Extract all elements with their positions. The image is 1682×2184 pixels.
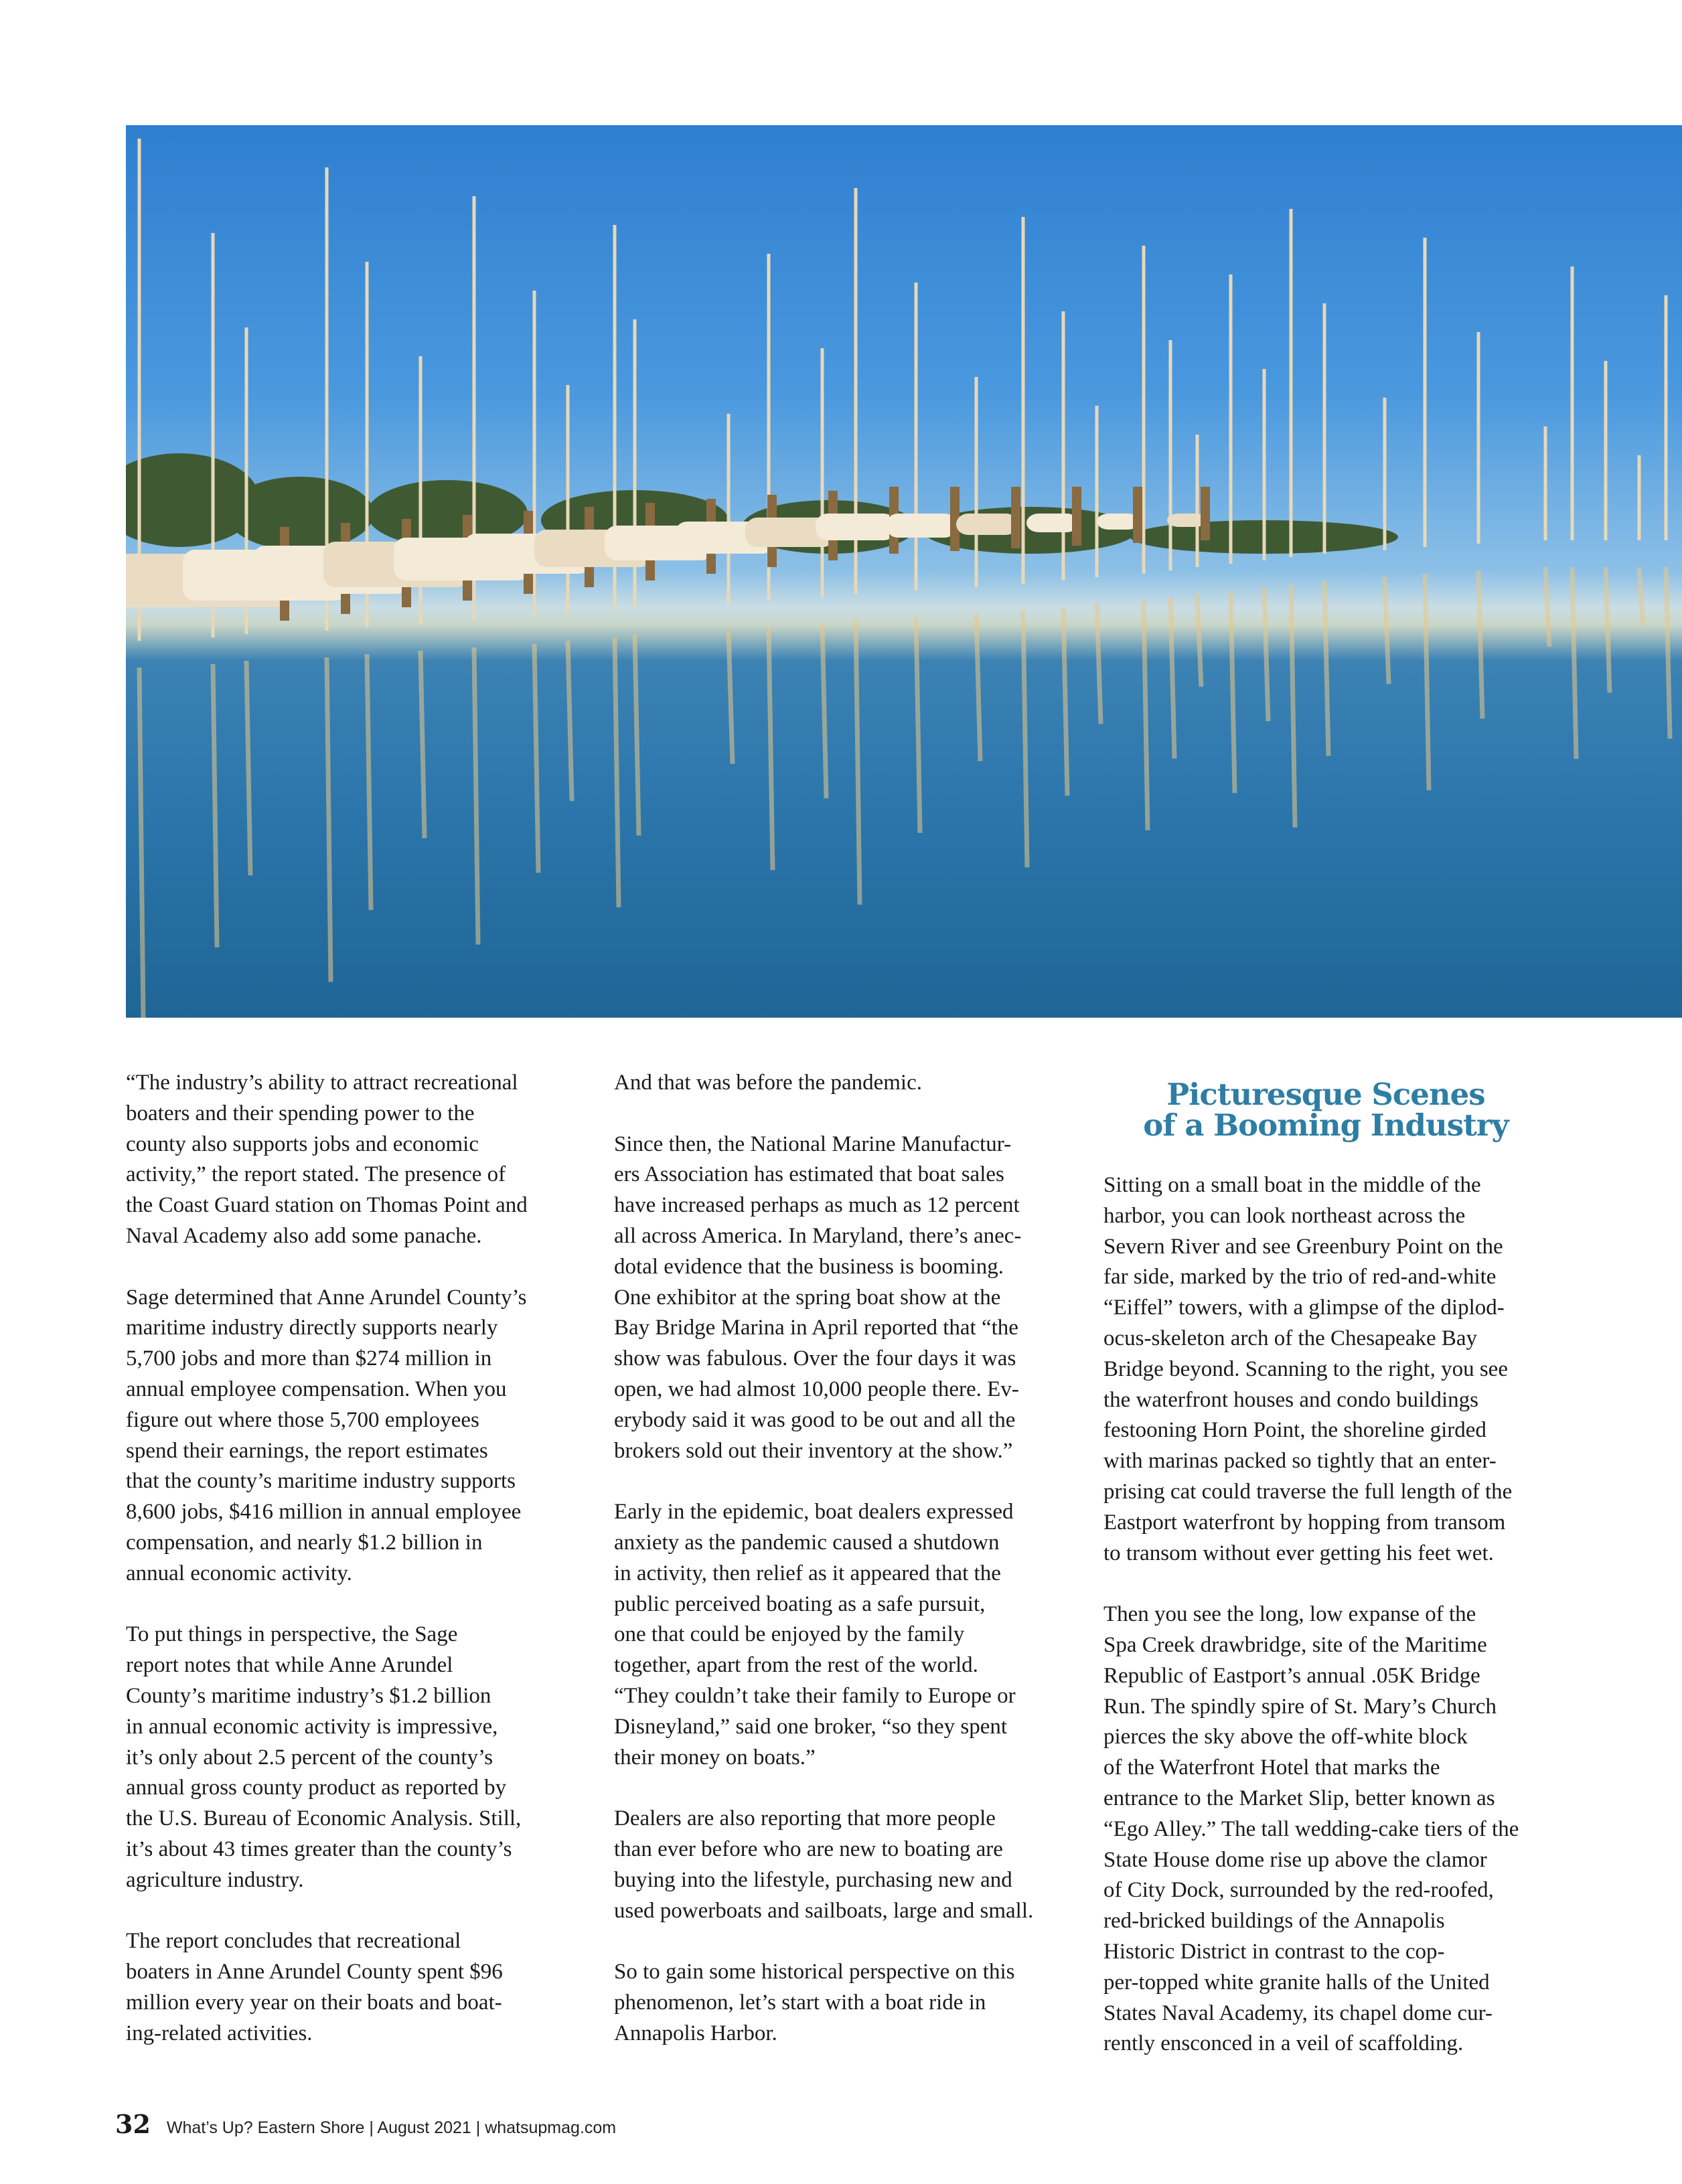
text-line: far side, marked by the trio of red-and-white xyxy=(1103,1265,1497,1290)
text-line: Republic of Eastport’s annual .05K Bridge xyxy=(1103,1663,1480,1688)
mast-reflection xyxy=(856,621,860,905)
paragraph-break xyxy=(126,1589,595,1620)
text-line: Disneyland,” said one broker, “so they spent xyxy=(614,1714,1008,1739)
paragraph-break xyxy=(614,1926,1083,1957)
text-line: Dealers are also reporting that more people xyxy=(614,1806,996,1831)
text-line: Early in the epidemic, boat dealers expressed xyxy=(614,1500,1014,1525)
heading-line: Picturesque Scenes xyxy=(1166,1077,1485,1112)
text-line: figure out where those 5,700 employees xyxy=(126,1407,479,1432)
text-line: “They couldn’t take their family to Europe or xyxy=(614,1683,1016,1708)
mast-reflection xyxy=(1023,611,1027,868)
text-line: 8,600 jobs, $416 million in annual employee xyxy=(126,1500,522,1525)
mast-reflection xyxy=(769,627,773,870)
text-line: Bay Bridge Marina in April reported that “the xyxy=(614,1316,1018,1340)
mast-reflection xyxy=(976,614,980,761)
marina-photo xyxy=(126,125,1682,1018)
text-line: Naval Academy also add some panache. xyxy=(126,1223,482,1248)
text-line: The report concludes that recreational xyxy=(126,1929,461,1954)
text-line: annual gross county product as reported by xyxy=(126,1776,507,1800)
text-line: million every year on their boats and boat- xyxy=(126,1990,502,2015)
mast-reflection xyxy=(213,664,217,947)
article-column-2 xyxy=(614,1068,1083,2049)
text-line: rently ensconced in a veil of scaffolding. xyxy=(1103,2031,1464,2056)
mast-reflection xyxy=(1170,597,1174,759)
text-line: have increased perhaps as much as 12 percent xyxy=(614,1193,1020,1218)
paragraph-break xyxy=(614,1466,1083,1497)
mast-reflection xyxy=(534,644,538,873)
text-line: all across America. In Maryland, there’s anec- xyxy=(614,1223,1022,1248)
text-line: the Coast Guard station on Thomas Point and xyxy=(126,1193,528,1218)
text-line: in activity, then relief as it appeared that the xyxy=(614,1561,1001,1585)
boat-hull xyxy=(956,514,1018,535)
text-line: Since then, the National Marine Manufactur- xyxy=(614,1132,1012,1156)
mast-reflection xyxy=(367,654,371,910)
boat-hull xyxy=(1026,514,1079,532)
mast-reflection xyxy=(1639,567,1643,627)
text-line: harbor, you can look northeast across the xyxy=(1103,1203,1466,1228)
text-line: ers Association has estimated that boat sales xyxy=(614,1162,1004,1187)
text-line: Bridge beyond. Scanning to the right, you see xyxy=(1103,1356,1508,1381)
text-line: “Ego Alley.” The tall wedding-cake tiers of the xyxy=(1103,1816,1519,1841)
text-line: of the Waterfront Hotel that marks the xyxy=(1103,1756,1440,1780)
text-line: Eastport waterfront by hopping from transom xyxy=(1103,1510,1506,1535)
text-line: ing-related activities. xyxy=(126,2021,313,2045)
mast-reflection xyxy=(1572,567,1576,759)
text-line: anxiety as the pandemic caused a shutdown xyxy=(614,1530,1000,1555)
text-line: the U.S. Bureau of Economic Analysis. Still, xyxy=(126,1806,522,1831)
heading-line: of a Booming Industry xyxy=(1143,1107,1509,1143)
mast-reflection xyxy=(729,631,733,764)
text-line: To put things in perspective, the Sage xyxy=(126,1622,458,1647)
text-line: States Naval Academy, its chapel dome cur- xyxy=(1103,2001,1493,2025)
text-line: So to gain some historical perspective on this xyxy=(614,1960,1015,1984)
text-line: with marinas packed so tightly that an enter- xyxy=(1103,1449,1497,1474)
article-column-3 xyxy=(1103,1170,1572,2059)
text-line: Sage determined that Anne Arundel County’s xyxy=(126,1285,527,1310)
text-line: it’s about 43 times greater than the county’s xyxy=(126,1837,512,1861)
mast-reflection xyxy=(139,668,143,1018)
mast-reflection xyxy=(1606,567,1610,693)
text-line: red-bricked buildings of the Annapolis xyxy=(1103,1909,1445,1934)
text-line: dotal evidence that the business is booming. xyxy=(614,1254,1004,1279)
page-footer xyxy=(115,2109,616,2139)
mast-reflection xyxy=(1264,587,1268,721)
text-line: And that was before the pandemic. xyxy=(614,1071,923,1095)
page-number: 32 xyxy=(115,2109,151,2139)
boat-hull xyxy=(816,514,896,540)
text-line: than ever before who are new to boating are xyxy=(614,1837,1003,1861)
text-line: pierces the sky above the off-white block xyxy=(1103,1725,1468,1749)
text-line: County’s maritime industry’s $1.2 billion xyxy=(126,1683,491,1708)
text-line: Historic District in contrast to the cop- xyxy=(1103,1939,1445,1964)
text-line: Severn River and see Greenbury Point on the xyxy=(1103,1234,1503,1259)
dock-piling xyxy=(1201,487,1210,540)
text-line: Run. The spindly spire of St. Mary’s Church xyxy=(1103,1694,1497,1719)
text-line: 5,700 jobs and more than $274 million in xyxy=(126,1346,492,1371)
dock-piling xyxy=(1133,487,1142,543)
text-line: phenomenon, let’s start with a boat ride in xyxy=(614,1990,986,2015)
paragraph-break xyxy=(126,1896,595,1927)
text-line: report notes that while Anne Arundel xyxy=(126,1653,453,1678)
text-line: that the county’s maritime industry supports xyxy=(126,1469,516,1494)
text-line: Spa Creek drawbridge, site of the Maritime xyxy=(1103,1632,1487,1657)
text-line: Sitting on a small boat in the middle of the xyxy=(1103,1173,1481,1197)
footer-publication-info: What’s Up? Eastern Shore | August 2021 | whatsupmag.com xyxy=(166,2118,617,2137)
text-line: ocus-skeleton arch of the Chesapeake Bay xyxy=(1103,1326,1478,1350)
text-line: Then you see the long, low expanse of the xyxy=(1103,1602,1476,1627)
mast-reflection xyxy=(615,637,619,907)
text-line: county also supports jobs and economic xyxy=(126,1132,479,1156)
text-line: boaters in Anne Arundel County spent $96 xyxy=(126,1960,503,1984)
text-line: prising cat could traverse the full length of the xyxy=(1103,1479,1513,1504)
text-line: show was fabulous. Over the four days it was xyxy=(614,1346,1016,1371)
dock-piling xyxy=(1072,487,1081,546)
section-heading xyxy=(1071,1079,1580,1141)
text-line: annual employee compensation. When you xyxy=(126,1377,507,1401)
mast-reflection xyxy=(246,661,250,876)
text-line: maritime industry directly supports nearly xyxy=(126,1316,498,1340)
text-line: their money on boats.” xyxy=(614,1745,816,1770)
text-line: open, we had almost 10,000 people there. Ev- xyxy=(614,1377,1019,1401)
text-line: annual economic activity. xyxy=(126,1561,352,1585)
text-line: compensation, and nearly $1.2 billion in xyxy=(126,1530,483,1555)
mast-reflection xyxy=(916,617,920,833)
mast-reflection xyxy=(1144,601,1148,830)
mast-reflection xyxy=(1425,574,1429,790)
mast-reflection xyxy=(1666,567,1670,738)
text-line: “The industry’s ability to attract recreational xyxy=(126,1071,518,1095)
paragraph-break xyxy=(126,1252,595,1283)
mast-reflection xyxy=(1324,580,1328,756)
mast-reflection xyxy=(1291,584,1295,828)
text-line: boaters and their spending power to the xyxy=(126,1101,475,1125)
mast-reflection xyxy=(420,651,425,838)
text-line: erybody said it was good to be out and all the xyxy=(614,1407,1016,1432)
mast-reflection xyxy=(1385,577,1389,684)
text-line: public perceived boating as a safe pursuit, xyxy=(614,1591,986,1616)
text-line: one that could be enjoyed by the family xyxy=(614,1622,965,1647)
text-line: spend their earnings, the report estimates xyxy=(126,1438,488,1463)
mast-reflection xyxy=(1545,567,1549,647)
mast-reflection xyxy=(568,641,572,801)
mast-reflection xyxy=(1097,604,1101,724)
mast-reflection xyxy=(1478,570,1482,718)
text-line: to transom without ever getting his feet wet. xyxy=(1103,1541,1494,1565)
mast-reflection xyxy=(1063,607,1067,795)
text-line: entrance to the Market Slip, better known as xyxy=(1103,1786,1495,1810)
text-line: it’s only about 2.5 percent of the county’s xyxy=(126,1745,493,1770)
article-column-1 xyxy=(126,1068,595,2049)
text-line: per-topped white granite halls of the United xyxy=(1103,1970,1490,1995)
text-line: State House dome rise up above the clamor xyxy=(1103,1847,1487,1872)
text-line: the waterfront houses and condo buildings xyxy=(1103,1387,1478,1412)
text-line: of City Dock, surrounded by the red-roofed, xyxy=(1103,1878,1494,1903)
text-line: in annual economic activity is impressive, xyxy=(126,1714,498,1739)
mast-reflection xyxy=(327,657,331,982)
paragraph-break xyxy=(614,1099,1083,1129)
mast-reflection xyxy=(1231,591,1235,793)
text-line: festooning Horn Point, the shoreline girded xyxy=(1103,1418,1486,1443)
mast-reflection xyxy=(822,624,826,798)
mast-reflection xyxy=(635,634,639,836)
text-line: agriculture industry. xyxy=(126,1867,304,1892)
text-line: Annapolis Harbor. xyxy=(614,2021,777,2045)
text-line: One exhibitor at the spring boat show at the xyxy=(614,1285,1001,1310)
text-line: brokers sold out their inventory at the show.” xyxy=(614,1438,1013,1463)
text-line: “Eiffel” towers, with a glimpse of the diplod- xyxy=(1103,1296,1505,1320)
boat-hull xyxy=(886,514,957,538)
paragraph-break xyxy=(614,1773,1083,1804)
mast-reflection xyxy=(474,647,478,945)
dock-piling xyxy=(1011,487,1020,548)
text-line: together, apart from the rest of the world. xyxy=(614,1653,978,1678)
sailboat-marina-illustration xyxy=(126,125,1682,1018)
text-line: activity,” the report stated. The presence of xyxy=(126,1162,506,1187)
text-line: used powerboats and sailboats, large and small. xyxy=(614,1898,1034,1923)
paragraph-break xyxy=(1103,1569,1572,1600)
mast-reflection xyxy=(1197,594,1201,687)
text-line: buying into the lifestyle, purchasing new and xyxy=(614,1867,1012,1892)
